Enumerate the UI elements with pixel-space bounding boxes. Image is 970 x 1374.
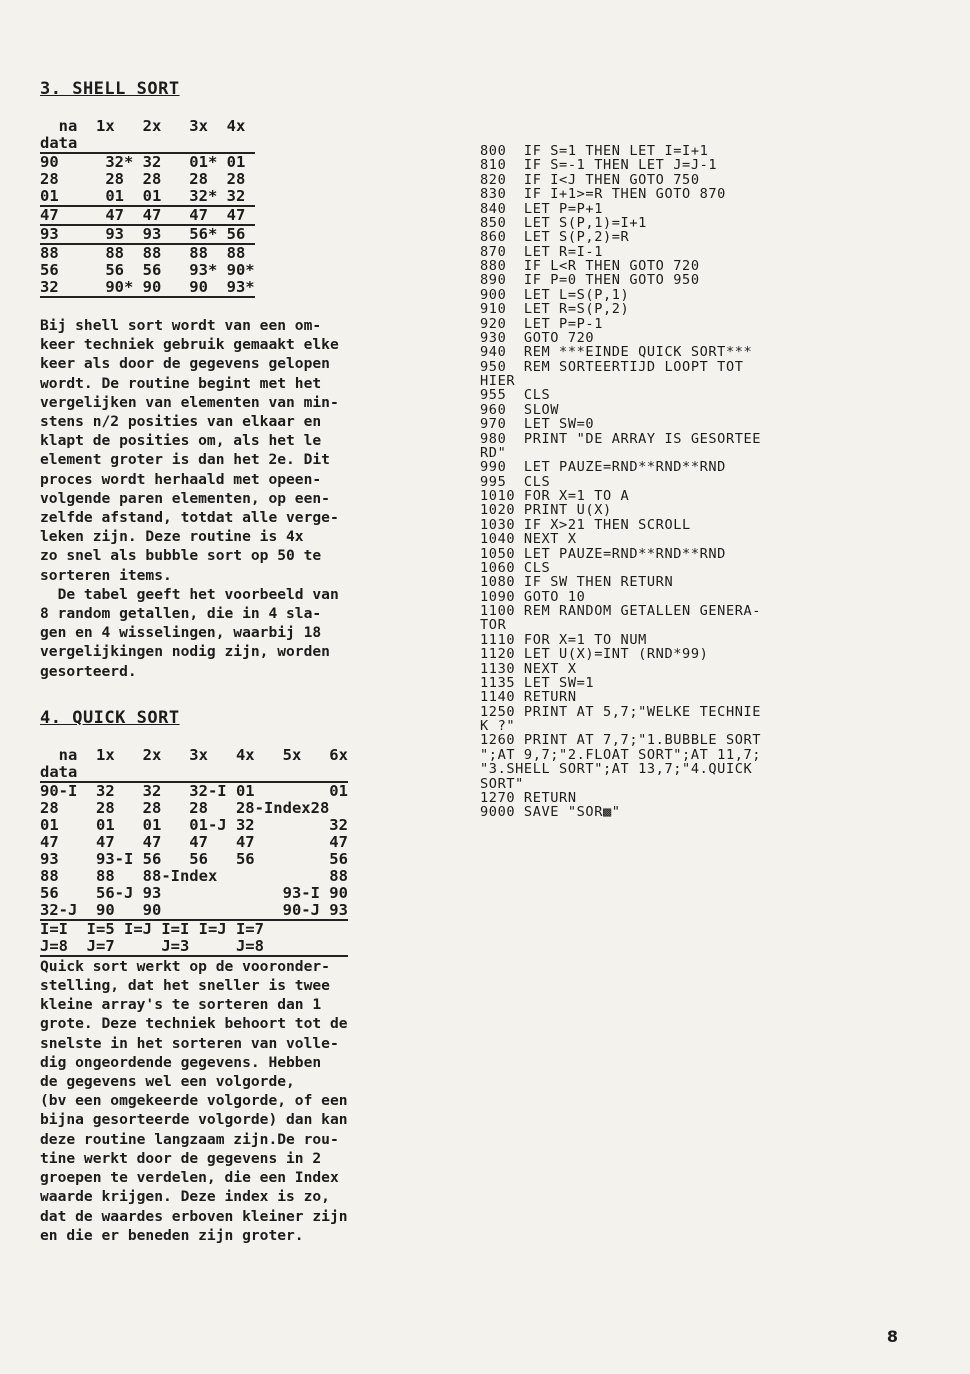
code-line: 930 GOTO 720	[480, 329, 595, 346]
shell-sort-title: 3. SHELL SORT	[40, 79, 180, 99]
text-line: de gegevens wel een volgorde,	[40, 1073, 295, 1091]
code-line: 810 IF S=-1 THEN LET J=J-1	[480, 157, 718, 174]
code-line: 1040 NEXT X	[480, 531, 577, 548]
basic-listing	[480, 144, 880, 820]
table-row: 28 28 28 28 28-Index28	[40, 798, 330, 817]
table-row: 90 32* 32 01* 01	[40, 153, 246, 171]
code-line: ";AT 9,7;"2.FLOAT SORT";AT 11,7;	[480, 746, 762, 763]
text-line: leken zijn. Deze routine is 4x	[40, 528, 304, 546]
code-line: 955 CLS	[480, 387, 551, 404]
text-line: stelling, dat het sneller is twee	[40, 977, 330, 995]
table-header	[40, 747, 348, 764]
quick-sort-table	[40, 747, 348, 957]
code-line: TOR	[480, 617, 507, 634]
code-line: RD"	[480, 444, 507, 461]
code-line: 910 LET R=S(P,2)	[480, 301, 630, 318]
table-header	[40, 118, 255, 135]
code-line: 1050 LET PAUZE=RND**RND**RND	[480, 545, 726, 562]
code-line: 1110 FOR X=1 TO NUM	[480, 631, 647, 648]
code-line: 1100 REM RANDOM GETALLEN GENERA-	[480, 603, 762, 619]
text-line: waarde krijgen. Deze index is zo,	[40, 1188, 330, 1206]
code-line: 900 LET L=S(P,1)	[480, 286, 630, 303]
text-line: keer techniek gebruik gemaakt elke	[40, 336, 339, 354]
header-cells: na 1x 2x 3x 4x	[40, 117, 246, 135]
text-line: tine werkt door de gegevens in 2	[40, 1149, 322, 1167]
text-line: keer als door de gegevens gelopen	[40, 355, 330, 373]
code-line: 1270 RETURN	[480, 789, 577, 806]
shell-sort-text	[40, 316, 470, 681]
text-line: gesorteerd.	[40, 662, 137, 680]
code-line: SORT"	[480, 775, 524, 792]
code-line: 1260 PRINT AT 7,7;"1.BUBBLE SORT	[480, 732, 762, 749]
text-line: klapt de posities om, als het le	[40, 432, 322, 450]
text-line: De tabel geeft het voorbeeld van	[40, 585, 339, 603]
code-line: 1010 FOR X=1 TO A	[480, 488, 630, 504]
shell-sort-table	[40, 118, 255, 298]
text-line: proces wordt herhaald met opeen-	[40, 470, 322, 488]
code-line: HIER	[480, 373, 516, 389]
code-line: 1250 PRINT AT 5,7;"WELKE TECHNIE	[480, 703, 762, 720]
code-line: 850 LET S(P,1)=I+1	[480, 214, 647, 231]
data-label: data	[40, 135, 255, 153]
text-line: volgende paren elementen, op een-	[40, 489, 330, 507]
text-line: deze routine langzaam zijn.De rou-	[40, 1130, 339, 1148]
header-cells: na 1x 2x 3x 4x 5x 6x	[40, 745, 348, 764]
table-row: 47 47 47 47 47 47	[40, 832, 348, 851]
table-row: 28 28 28 28 28	[40, 170, 246, 188]
code-line: 960 SLOW	[480, 401, 560, 418]
code-line: 1030 IF X>21 THEN SCROLL	[480, 516, 691, 533]
index-row: J=8 J=7 J=3 J=8	[40, 938, 348, 956]
code-line: 1130 NEXT X	[480, 660, 577, 677]
code-line: 830 IF I+1>=R THEN GOTO 870	[480, 186, 726, 203]
code-line: 940 REM ***EINDE QUICK SORT***	[480, 344, 753, 361]
code-line: 1140 RETURN	[480, 689, 577, 706]
table-row: 32 90* 90 90 93*	[40, 278, 255, 296]
code-line: 920 LET P=P-1	[480, 315, 603, 332]
text-line: grote. Deze techniek behoort tot de	[40, 1015, 348, 1033]
text-line: zelfde afstand, totdat alle verge-	[40, 509, 339, 527]
data-label: data	[40, 764, 348, 782]
code-line: 1090 GOTO 10	[480, 588, 586, 605]
code-line: 990 LET PAUZE=RND**RND**RND	[480, 459, 726, 476]
code-line: 870 LET R=I-1	[480, 243, 603, 260]
index-row: I=I I=5 I=J I=I I=J I=7	[40, 919, 264, 938]
text-line: vergelijken van elementen van min-	[40, 393, 339, 411]
quick-sort-title: 4. QUICK SORT	[40, 707, 180, 728]
table-row: 88 88 88-Index 88	[40, 866, 348, 885]
table-row: 01 01 01 32* 32	[40, 188, 255, 206]
code-line: 890 IF P=0 THEN GOTO 950	[480, 272, 700, 289]
table-row: 47 47 47 47 47	[40, 206, 255, 225]
text-line: Quick sort werkt op de vooronder-	[40, 957, 330, 975]
text-line: dig ongeordende gegevens. Hebben	[40, 1053, 322, 1071]
table-row: 90-I 32 32 32-I 01 01	[40, 781, 348, 800]
quick-sort-text	[40, 957, 470, 1245]
text-line: vergelijkingen nodig zijn, worden	[40, 643, 330, 661]
text-line: sorteren items.	[40, 566, 172, 584]
code-line: 980 PRINT "DE ARRAY IS GESORTEE	[480, 430, 762, 447]
code-line: 1020 PRINT U(X)	[480, 502, 612, 519]
code-line: 1080 IF SW THEN RETURN	[480, 574, 674, 591]
table-row: 01 01 01 01-J 32 32	[40, 815, 348, 834]
table-row: 56 56-J 93 93-I 90	[40, 883, 348, 902]
text-line: (bv een omgekeerde volgorde, of een	[40, 1092, 348, 1110]
text-line: gen en 4 wisselingen, waarbij 18	[40, 624, 322, 642]
code-line: 995 CLS	[480, 473, 551, 490]
text-line: 8 random getallen, die in 4 sla-	[40, 605, 322, 623]
text-line: stens n/2 posities van elkaar en	[40, 413, 322, 431]
left-column	[40, 78, 470, 1245]
text-line: snelste in het sorteren van volle-	[40, 1034, 339, 1052]
code-line: 1120 LET U(X)=INT (RND*99)	[480, 646, 709, 663]
text-line: zo snel als bubble sort op 50 te	[40, 547, 322, 565]
code-line: 820 IF I<J THEN GOTO 750	[480, 171, 700, 188]
code-line: 950 REM SORTEERTIJD LOOPT TOT	[480, 358, 744, 375]
code-line: 860 LET S(P,2)=R	[480, 229, 630, 246]
text-line: groepen te verdelen, die een Index	[40, 1169, 339, 1187]
table-row: 88 88 88 88 88	[40, 244, 246, 262]
text-line: element groter is dan het 2e. Dit	[40, 451, 330, 469]
table-row: 56 56 56 93* 90*	[40, 261, 255, 279]
code-line: 880 IF L<R THEN GOTO 720	[480, 258, 700, 274]
text-line: wordt. De routine begint met het	[40, 374, 322, 392]
code-line: "3.SHELL SORT";AT 13,7;"4.QUICK	[480, 761, 753, 778]
code-line: 1060 CLS	[480, 559, 551, 576]
table-row: 93 93 93 56* 56	[40, 225, 255, 244]
text-line: bijna gesorteerde volgorde) dan kan	[40, 1111, 348, 1129]
code-line: 800 IF S=1 THEN LET I=I+1	[480, 143, 709, 159]
text-line: en die er beneden zijn groter.	[40, 1226, 304, 1244]
text-line: dat de waardes erboven kleiner zijn	[40, 1207, 348, 1225]
text-line: kleine array's te sorteren dan 1	[40, 996, 322, 1014]
code-line: 840 LET P=P+1	[480, 200, 603, 217]
table-row: 32-J 90 90 90-J 93	[40, 900, 348, 919]
table-row: 93 93-I 56 56 56 56	[40, 849, 348, 868]
page-number: 8	[886, 1327, 898, 1346]
text-line: Bij shell sort wordt van een om-	[40, 317, 322, 334]
code-line: K ?"	[480, 718, 516, 734]
code-line: 970 LET SW=0	[480, 416, 595, 433]
code-line: 9000 SAVE "SOR▩"	[480, 804, 621, 821]
code-line: 1135 LET SW=1	[480, 674, 595, 691]
